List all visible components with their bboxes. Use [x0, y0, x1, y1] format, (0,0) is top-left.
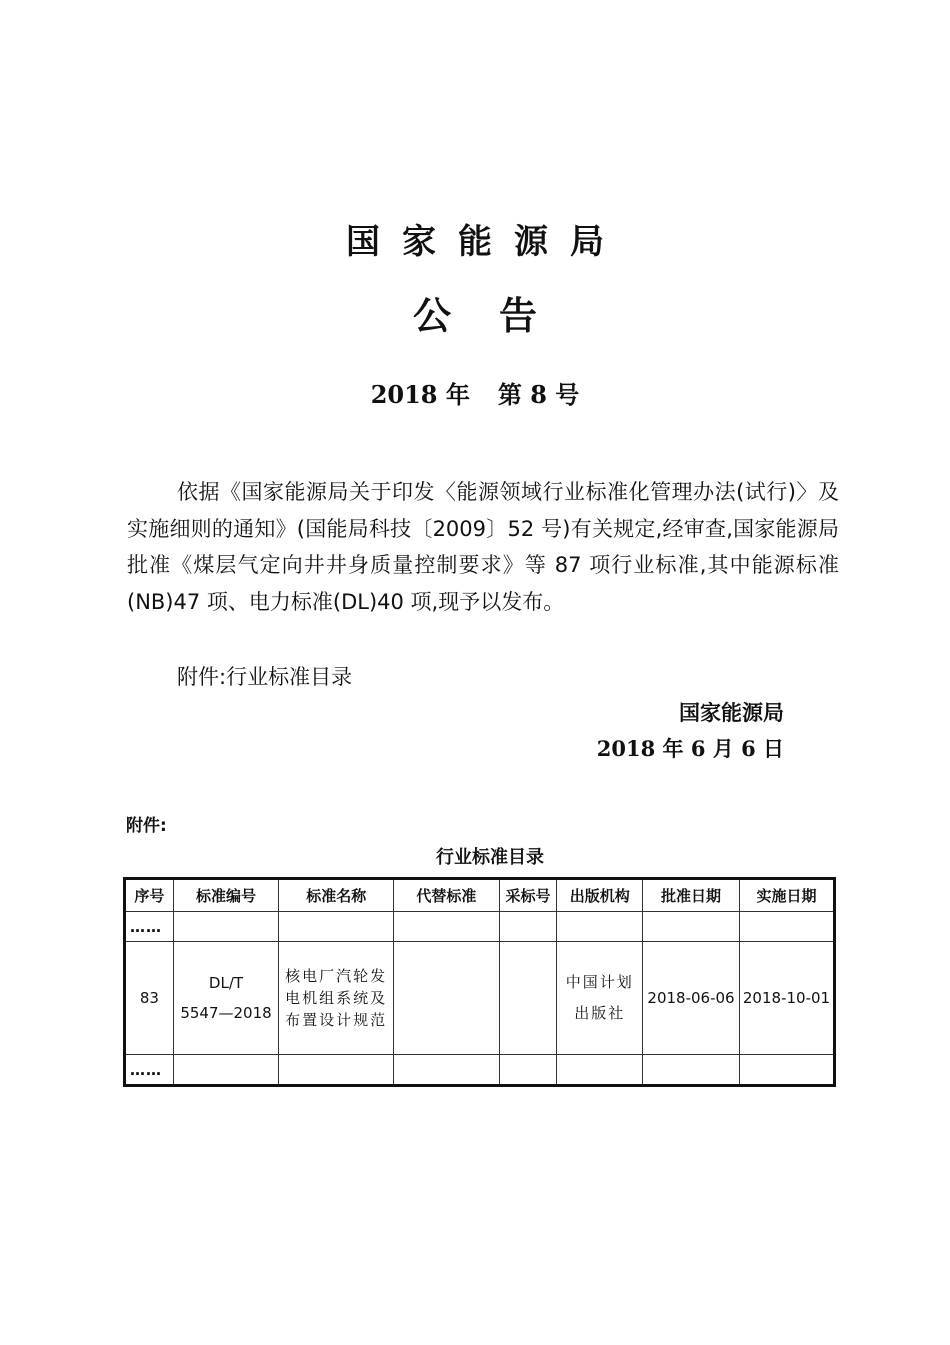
appendix-label: 附件:	[126, 816, 167, 836]
code-line: DL/T	[208, 974, 244, 992]
table-header-row	[125, 879, 835, 912]
publisher-line: 出版社	[574, 1004, 626, 1022]
ellipsis-cell: ……	[125, 912, 174, 942]
notice-number	[0, 375, 950, 410]
code-cell	[173, 942, 278, 1055]
code-line: 5547—2018	[180, 1004, 272, 1022]
column-header: 出版机构	[557, 879, 643, 912]
body-paragraph: 依据《国家能源局关于印发〈能源领域行业标准化管理办法(试行)〉及实施细则的通知》(国能局科技〔2009〕52 号)有关规定,经审查,国家能源局批准《煤层气定向井井身质量控制要求》等 87 项行业标准,其中能源标准(NB)47 项、电力标准(DL)40 项,现予以发布。	[127, 480, 839, 614]
standards-table	[123, 877, 836, 1087]
column-header: 采标号	[499, 879, 557, 912]
column-header: 标准名称	[279, 879, 394, 912]
agency-title: 国家能源局	[346, 222, 626, 262]
appendix-title: 行业标准目录	[436, 847, 544, 868]
table-row	[125, 942, 835, 1055]
name-cell: 核电厂汽轮发电机组系统及布置设计规范	[279, 942, 394, 1055]
notice-title: 公告	[412, 294, 585, 338]
publisher-line: 中国计划	[565, 973, 634, 991]
seq-cell: 83	[125, 942, 174, 1055]
column-header: 实施日期	[739, 879, 834, 912]
effective-date-cell: 2018-10-01	[739, 942, 834, 1055]
column-header: 批准日期	[643, 879, 740, 912]
signature-date: 2018 年 6 月 6 日	[596, 736, 784, 761]
column-header: 标准编号	[173, 879, 278, 912]
signature-org: 国家能源局	[679, 701, 784, 725]
attachment-line: 附件:行业标准目录	[177, 665, 353, 689]
table-row	[125, 912, 835, 942]
replaces-cell	[394, 942, 499, 1055]
column-header: 代替标准	[394, 879, 499, 912]
table-row	[125, 1055, 835, 1086]
adopted-cell	[499, 942, 557, 1055]
notice-issue: 第 8 号	[497, 380, 580, 409]
publisher-cell	[557, 942, 643, 1055]
ellipsis-cell: ……	[125, 1055, 174, 1086]
notice-year: 2018 年	[370, 380, 470, 409]
approve-date-cell: 2018-06-06	[643, 942, 740, 1055]
column-header: 序号	[125, 879, 174, 912]
